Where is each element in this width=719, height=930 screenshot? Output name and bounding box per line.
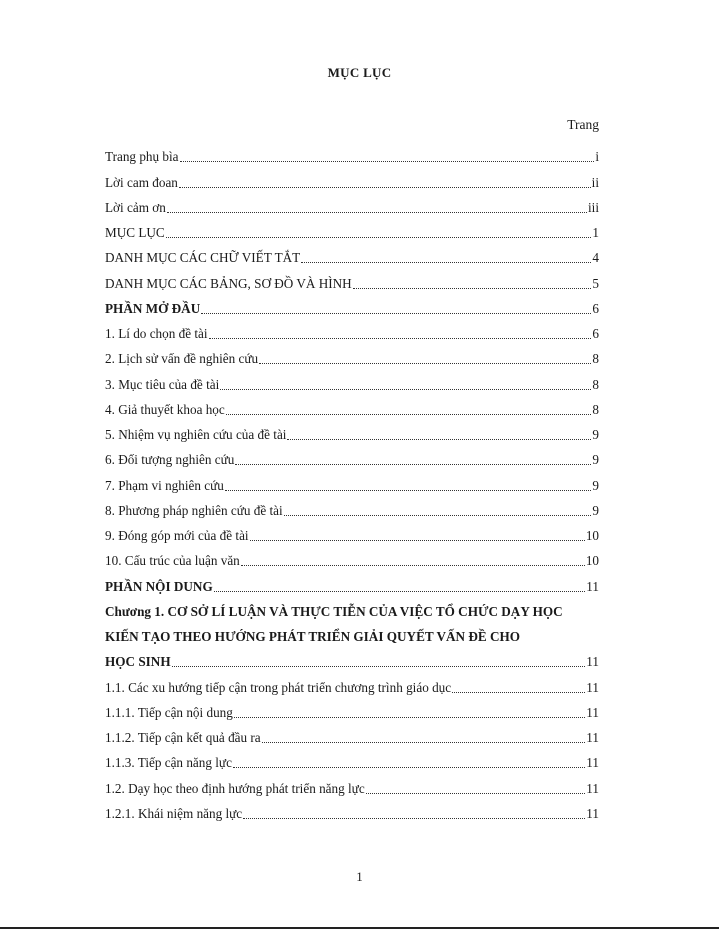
toc-entry-label: 1. Lí do chọn đề tài bbox=[105, 326, 208, 341]
toc-entry-page: 9 bbox=[592, 477, 599, 493]
dot-leader bbox=[259, 362, 591, 364]
toc-entry bbox=[105, 519, 599, 544]
dot-leader bbox=[287, 438, 591, 440]
toc-entry bbox=[105, 317, 599, 342]
dot-leader bbox=[234, 716, 585, 718]
dot-leader bbox=[301, 261, 591, 263]
toc-entry-page: 6 bbox=[592, 300, 599, 316]
toc-entry bbox=[105, 696, 599, 721]
dot-leader bbox=[353, 287, 592, 289]
dot-leader bbox=[179, 186, 591, 188]
dot-leader bbox=[225, 489, 592, 491]
toc-entry-page: iii bbox=[588, 199, 599, 215]
toc-entry-label: 6. Đối tượng nghiên cứu bbox=[105, 452, 235, 468]
toc-entry bbox=[105, 443, 599, 468]
dot-leader bbox=[220, 388, 591, 390]
toc-entry bbox=[105, 797, 599, 822]
toc-entry-page: 11 bbox=[586, 679, 599, 695]
toc-entry-page: 11 bbox=[586, 704, 599, 720]
dot-leader bbox=[235, 463, 591, 465]
toc-entry-label: DANH MỤC CÁC BẢNG, SƠ ĐỒ VÀ HÌNH bbox=[105, 275, 352, 291]
toc-entry-label: PHẦN MỞ ĐẦU bbox=[105, 300, 201, 316]
toc-entry bbox=[105, 670, 599, 695]
toc-chapter-heading-line bbox=[105, 620, 599, 645]
toc-entry bbox=[105, 746, 599, 771]
toc-entry-page: 11 bbox=[586, 578, 599, 594]
toc-entry-label: KIẾN TẠO THEO HƯỚNG PHÁT TRIỂN GIẢI QUYẾT VẤN ĐỀ CHO bbox=[105, 629, 520, 644]
toc-entry-label: 1.1.1. Tiếp cận nội dung bbox=[105, 704, 233, 720]
dot-leader bbox=[241, 564, 585, 566]
toc-entry-label: 1.1.2. Tiếp cận kết quả đầu ra bbox=[105, 730, 261, 745]
toc-entry-page: 4 bbox=[592, 250, 599, 266]
toc-entry-label: 4. Giả thuyết khoa học bbox=[105, 401, 225, 417]
toc-entry-label: 1.1.3. Tiếp cận năng lực bbox=[105, 755, 232, 771]
dot-leader bbox=[172, 665, 586, 667]
toc-entry-page: 8 bbox=[592, 376, 599, 392]
toc-entry bbox=[105, 292, 599, 317]
page-number: 1 bbox=[356, 869, 363, 884]
toc-entry-page: 10 bbox=[585, 553, 599, 569]
dot-leader bbox=[250, 539, 585, 541]
dot-leader bbox=[233, 766, 585, 768]
toc-entry-label: 1.1. Các xu hướng tiếp cận trong phát triển chương trình giáo dục bbox=[105, 679, 452, 695]
toc-entry-label: 8. Phương pháp nghiên cứu đề tài bbox=[105, 502, 283, 518]
toc-entry-label: PHẦN NỘI DUNG bbox=[105, 578, 213, 594]
toc-entry-label: 9. Đóng góp mới của đề tài bbox=[105, 528, 249, 543]
dot-leader bbox=[243, 817, 585, 819]
page-column-header: Trang bbox=[567, 117, 599, 132]
toc-entry bbox=[105, 494, 599, 519]
toc-entry-label: Trang phụ bìa bbox=[105, 149, 179, 165]
table-of-contents bbox=[105, 140, 599, 822]
toc-entry-page: 8 bbox=[592, 401, 599, 417]
toc-entry bbox=[105, 645, 599, 670]
toc-entry-label: HỌC SINH bbox=[105, 654, 171, 670]
toc-entry-label: DANH MỤC CÁC CHỮ VIẾT TẮT bbox=[105, 250, 301, 266]
dot-leader bbox=[166, 236, 592, 238]
toc-entry-page: 10 bbox=[585, 528, 599, 543]
toc-entry bbox=[105, 569, 599, 594]
toc-entry-label: Lời cảm ơn bbox=[105, 199, 166, 215]
toc-entry bbox=[105, 721, 599, 746]
toc-entry-label: Lời cam đoan bbox=[105, 174, 178, 190]
toc-entry-label: Chương 1. CƠ SỞ LÍ LUẬN VÀ THỰC TIỄN CỦA VIỆC TỔ CHỨC DẠY HỌC bbox=[105, 603, 563, 619]
toc-entry-label: 10. Cấu trúc của luận văn bbox=[105, 553, 240, 569]
toc-entry bbox=[105, 418, 599, 443]
dot-leader bbox=[209, 337, 592, 339]
dot-leader bbox=[201, 312, 591, 314]
toc-entry-page: 11 bbox=[586, 654, 599, 670]
toc-entry bbox=[105, 393, 599, 418]
toc-entry-page: 11 bbox=[586, 755, 599, 771]
toc-entry-page: 11 bbox=[586, 780, 599, 796]
toc-entry bbox=[105, 771, 599, 796]
toc-entry-label: 5. Nhiệm vụ nghiên cứu của đề tài bbox=[105, 427, 287, 442]
toc-entry-page: i bbox=[595, 149, 599, 165]
toc-entry-label: MỤC LỤC bbox=[105, 225, 165, 240]
toc-entry-label: 1.2. Dạy học theo định hướng phát triển năng lực bbox=[105, 780, 365, 796]
toc-entry bbox=[105, 165, 599, 190]
toc-entry bbox=[105, 367, 599, 392]
toc-entry-label: 1.2.1. Khái niệm năng lực bbox=[105, 805, 243, 821]
toc-entry-page: 11 bbox=[586, 730, 599, 745]
dot-leader bbox=[262, 741, 586, 743]
toc-entry bbox=[105, 191, 599, 216]
toc-entry-label: 7. Phạm vi nghiên cứu bbox=[105, 477, 224, 493]
toc-entry-page: ii bbox=[591, 174, 599, 190]
toc-entry-page: 1 bbox=[592, 225, 599, 240]
dot-leader bbox=[366, 792, 586, 794]
toc-entry-page: 9 bbox=[592, 452, 599, 468]
toc-entry-page: 5 bbox=[592, 275, 599, 291]
page-bottom-rule bbox=[0, 927, 719, 929]
toc-entry-label: 3. Mục tiêu của đề tài bbox=[105, 376, 220, 392]
toc-entry-page: 9 bbox=[592, 427, 599, 442]
toc-entry bbox=[105, 266, 599, 291]
dot-leader bbox=[284, 514, 592, 516]
dot-leader bbox=[167, 211, 587, 213]
toc-entry bbox=[105, 241, 599, 266]
toc-title: MỤC LỤC bbox=[327, 65, 392, 80]
toc-entry-label: 2. Lịch sử vấn đề nghiên cứu bbox=[105, 351, 259, 367]
toc-entry bbox=[105, 544, 599, 569]
toc-entry bbox=[105, 342, 599, 367]
toc-entry-page: 9 bbox=[592, 502, 599, 518]
dot-leader bbox=[214, 590, 586, 592]
toc-entry bbox=[105, 216, 599, 241]
toc-entry bbox=[105, 468, 599, 493]
dot-leader bbox=[452, 691, 585, 693]
dot-leader bbox=[226, 413, 592, 415]
toc-entry-page: 6 bbox=[592, 326, 599, 341]
dot-leader bbox=[180, 160, 595, 162]
toc-entry bbox=[105, 140, 599, 165]
toc-entry-page: 11 bbox=[586, 805, 599, 821]
toc-chapter-heading-line bbox=[105, 595, 599, 620]
toc-entry-page: 8 bbox=[592, 351, 599, 367]
